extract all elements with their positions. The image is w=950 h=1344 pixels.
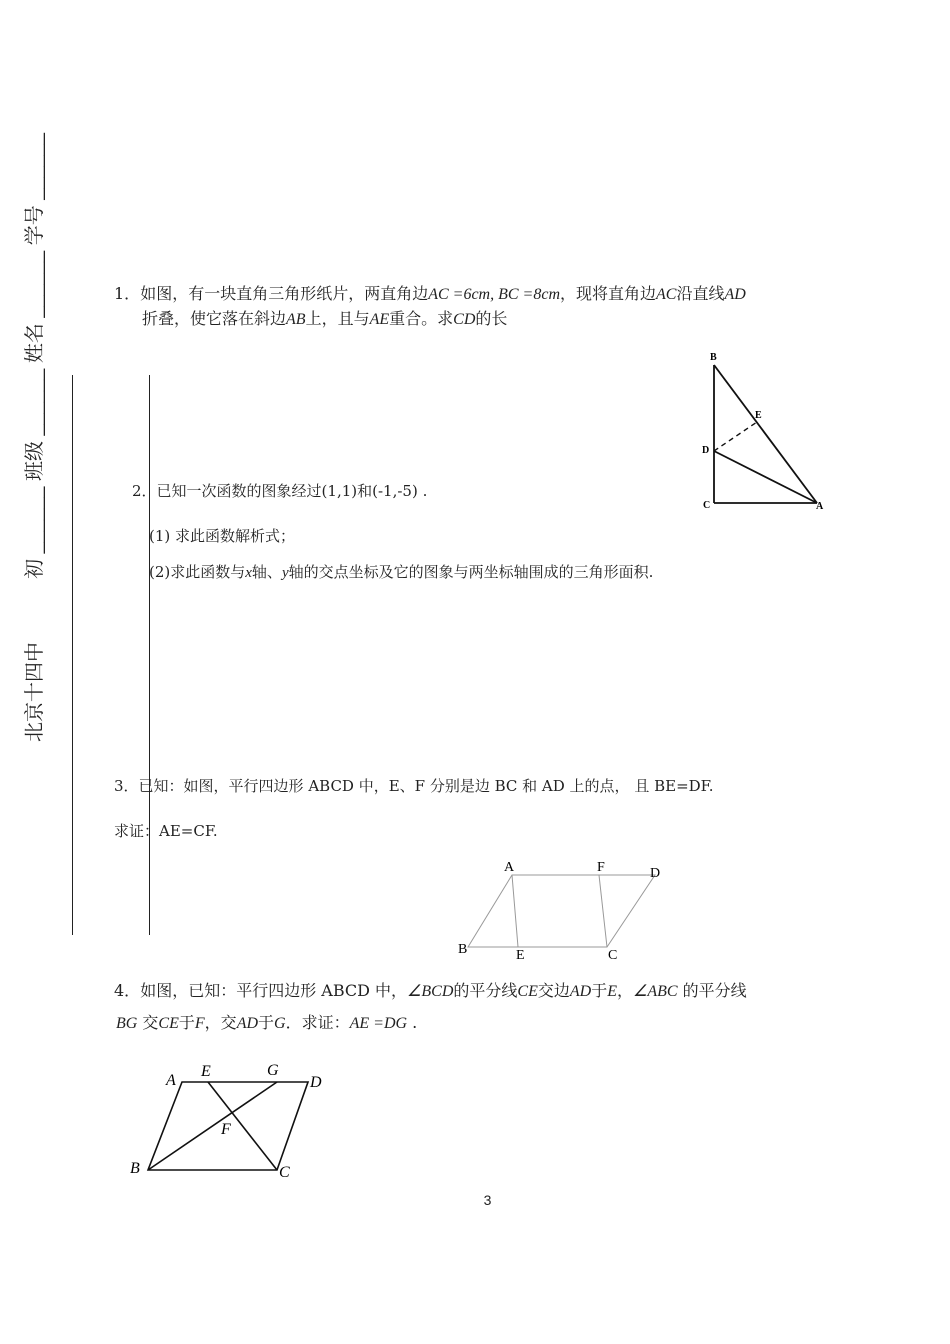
- fig3-label-C: C: [608, 948, 618, 963]
- fig1-label-C: C: [703, 500, 711, 511]
- question-2-part-2: (2)求此函数与x轴、y轴的交点坐标及它的图象与两坐标轴围成的三角形面积.: [149, 563, 654, 581]
- question-4-line-1: 4．如图，已知：平行四边形 ABCD 中，∠BCD的平分线CE交边AD于E，∠ABC 的平分线: [114, 981, 747, 1000]
- question-3-line-2: 求证：AE=CF.: [114, 822, 218, 840]
- figure-1-triangle: [690, 345, 840, 520]
- binding-line-right: [149, 375, 150, 935]
- name-blank: ______: [24, 250, 46, 318]
- fig1-label-B: B: [710, 352, 717, 363]
- fig4-label-B: B: [130, 1160, 140, 1177]
- fig3-label-B: B: [458, 942, 468, 957]
- binding-line-left: [72, 375, 73, 935]
- question-1-line-1: 1．如图，有一块直角三角形纸片，两直角边AC =6cm, BC =8cm，现将直角边AC沿直线AD: [114, 284, 746, 303]
- page-number: 3: [483, 1192, 492, 1208]
- fig4-label-G: G: [267, 1062, 279, 1079]
- question-1-line-2: 折叠，使它落在斜边AB上，且与AE重合。求CD的长: [142, 309, 508, 328]
- fig4-label-A: A: [166, 1072, 176, 1089]
- grade-label: 初: [24, 558, 46, 579]
- school-name: 北京十四中: [24, 642, 46, 742]
- fig4-label-C: C: [279, 1164, 290, 1181]
- grade-blank: ______: [24, 486, 46, 554]
- question-4-line-2: BG 交CE于F，交AD于G．求证：AE =DG .: [116, 1013, 418, 1032]
- fig4-label-D: D: [310, 1074, 322, 1091]
- fig3-label-A: A: [504, 860, 515, 875]
- figure-4-parallelogram: [120, 1055, 350, 1185]
- fig3-label-E: E: [516, 948, 525, 963]
- fig4-label-E: E: [201, 1063, 211, 1080]
- fig4-label-F: F: [221, 1121, 231, 1138]
- id-label: 学号: [24, 205, 46, 246]
- question-2-line-1: 2．已知一次函数的图象经过(1,1)和(-1,-5) .: [132, 482, 428, 500]
- fig1-label-A: A: [816, 501, 824, 512]
- name-label: 姓名: [24, 323, 46, 364]
- class-label: 班级: [24, 441, 46, 481]
- question-2-part-1: (1) 求此函数解析式；: [149, 527, 296, 545]
- figure-3-parallelogram: [450, 855, 670, 965]
- id-blank: ______: [24, 132, 46, 200]
- fig3-label-F: F: [597, 860, 605, 875]
- fig3-label-D: D: [650, 866, 661, 881]
- question-3-line-1: 3．已知：如图，平行四边形 ABCD 中，E、F 分别是边 BC 和 AD 上的点， 且 BE=DF.: [114, 777, 714, 795]
- binding-margin-text: [18, 133, 47, 742]
- fig1-label-E: E: [755, 410, 762, 421]
- class-blank: ______: [24, 368, 46, 436]
- fig1-label-D: D: [702, 445, 710, 456]
